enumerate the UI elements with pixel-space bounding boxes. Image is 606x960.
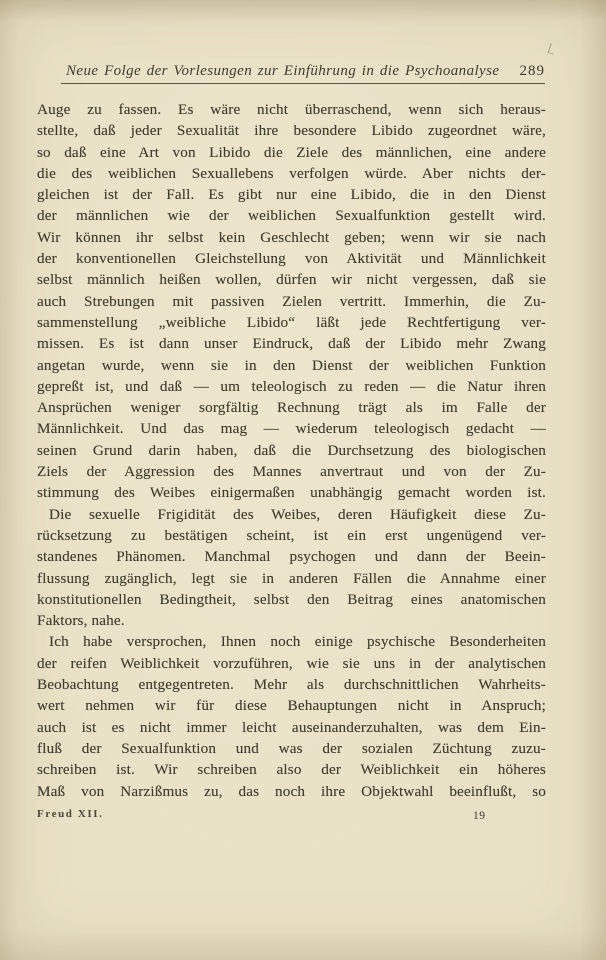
header-rule [61,83,545,84]
body-line: die des weiblichen Sexuallebens verfolgen würde. Aber nichts der- [37,164,546,182]
body-line: Beobachtung entgegentreten. Mehr als durchschnittlichen Wahrheits- [37,676,546,694]
page-footer [37,808,546,828]
body-line: Die sexuelle Frigidität des Weibes, deren Häufigkeit diese Zu- [49,505,546,523]
body-line: Ansprüchen weniger sorgfältig Rechnung trägt als im Falle der [37,399,546,417]
body-line: Ziels der Aggression des Mannes anvertraut und von der Zu- [37,463,546,481]
body-line: gepreßt ist, und daß — um teleologisch zu reden — die Natur ihren [37,377,546,395]
body-line: gleichen ist der Fall. Es gibt nur eine Libido, die in den Dienst [37,186,546,204]
body-line: Maß von Narzißmus zu, das noch ihre Objektwahl beeinflußt, so [37,782,546,800]
body-line: auch ist es nicht immer leicht auseinanderzuhalten, was dem Ein- [37,718,546,736]
body-line: standenes Phänomen. Manchmal psychogen und dann der Beein- [37,548,546,566]
body-line: angetan wurde, wenn sie in den Dienst der weiblichen Funktion [37,356,546,374]
running-header-line [37,63,546,80]
body-line: auch Strebungen mit passiven Zielen vertritt. Immerhin, die Zu- [37,292,546,310]
footer-volume-label: Freud XII. [37,808,104,820]
footer-sheet-number: 19 [473,810,486,822]
running-header [37,63,546,84]
body-text [37,99,546,802]
pencil-mark [548,43,557,54]
body-line: der reifen Weiblichkeit vorzuführen, wie sie uns in der analytischen [37,654,546,672]
body-line: stimmung des Weibes einigermaßen unabhängig gemacht worden ist. [37,484,546,502]
running-header-title: Neue Folge der Vorlesungen zur Einführung in die Psychoanalyse [66,63,500,79]
body-line: der männlichen wie der weiblichen Sexualfunktion gestellt wird. [37,207,546,225]
body-line: sammenstellung „weibliche Libido“ läßt jede Rechtfertigung ver- [37,313,546,331]
body-line: seinen Grund darin haben, daß die Durchsetzung des biologischen [37,441,546,459]
body-line: konstitutionellen Bedingtheit, selbst den Beitrag eines anatomischen [37,590,546,608]
body-line: Auge zu fassen. Es wäre nicht überraschend, wenn sich heraus- [37,101,546,118]
body-line: Wir können ihr selbst kein Geschlecht geben; wenn wir sie nach [37,228,546,246]
body-line: Faktors, nahe. [37,612,125,630]
body-line: stellte, daß jeder Sexualität ihre besondere Libido zugeordnet wäre, [37,122,546,140]
body-line: missen. Es ist dann unser Eindruck, daß der Libido mehr Zwang [37,335,546,353]
page-number: 289 [519,63,545,79]
body-line: so daß eine Art von Libido die Ziele des männlichen, eine andere [37,143,546,161]
body-line: Ich habe versprochen, Ihnen noch einige psychische Besonderheiten [49,633,546,651]
body-line: selbst männlich heißen wollen, dürfen wir nicht vergessen, daß sie [37,271,546,289]
body-line: schreiben ist. Wir schreiben also der Weiblichkeit ein höheres [37,761,546,779]
body-line: Männlichkeit. Und das mag — wiederum teleologisch gedacht — [37,420,546,438]
body-line: flussung zugänglich, legt sie in anderen Fällen die Annahme einer [37,569,546,587]
body-line: rücksetzung zu bestätigen scheint, ist ein erst ungenügend ver- [37,526,546,544]
body-line: fluß der Sexualfunktion und was der sozialen Züchtung zuzu- [37,739,546,757]
body-line: wert nehmen wir für diese Behauptungen nicht in Anspruch; [37,697,546,715]
body-line: der konventionellen Gleichstellung von Aktivität und Männlichkeit [37,250,546,268]
